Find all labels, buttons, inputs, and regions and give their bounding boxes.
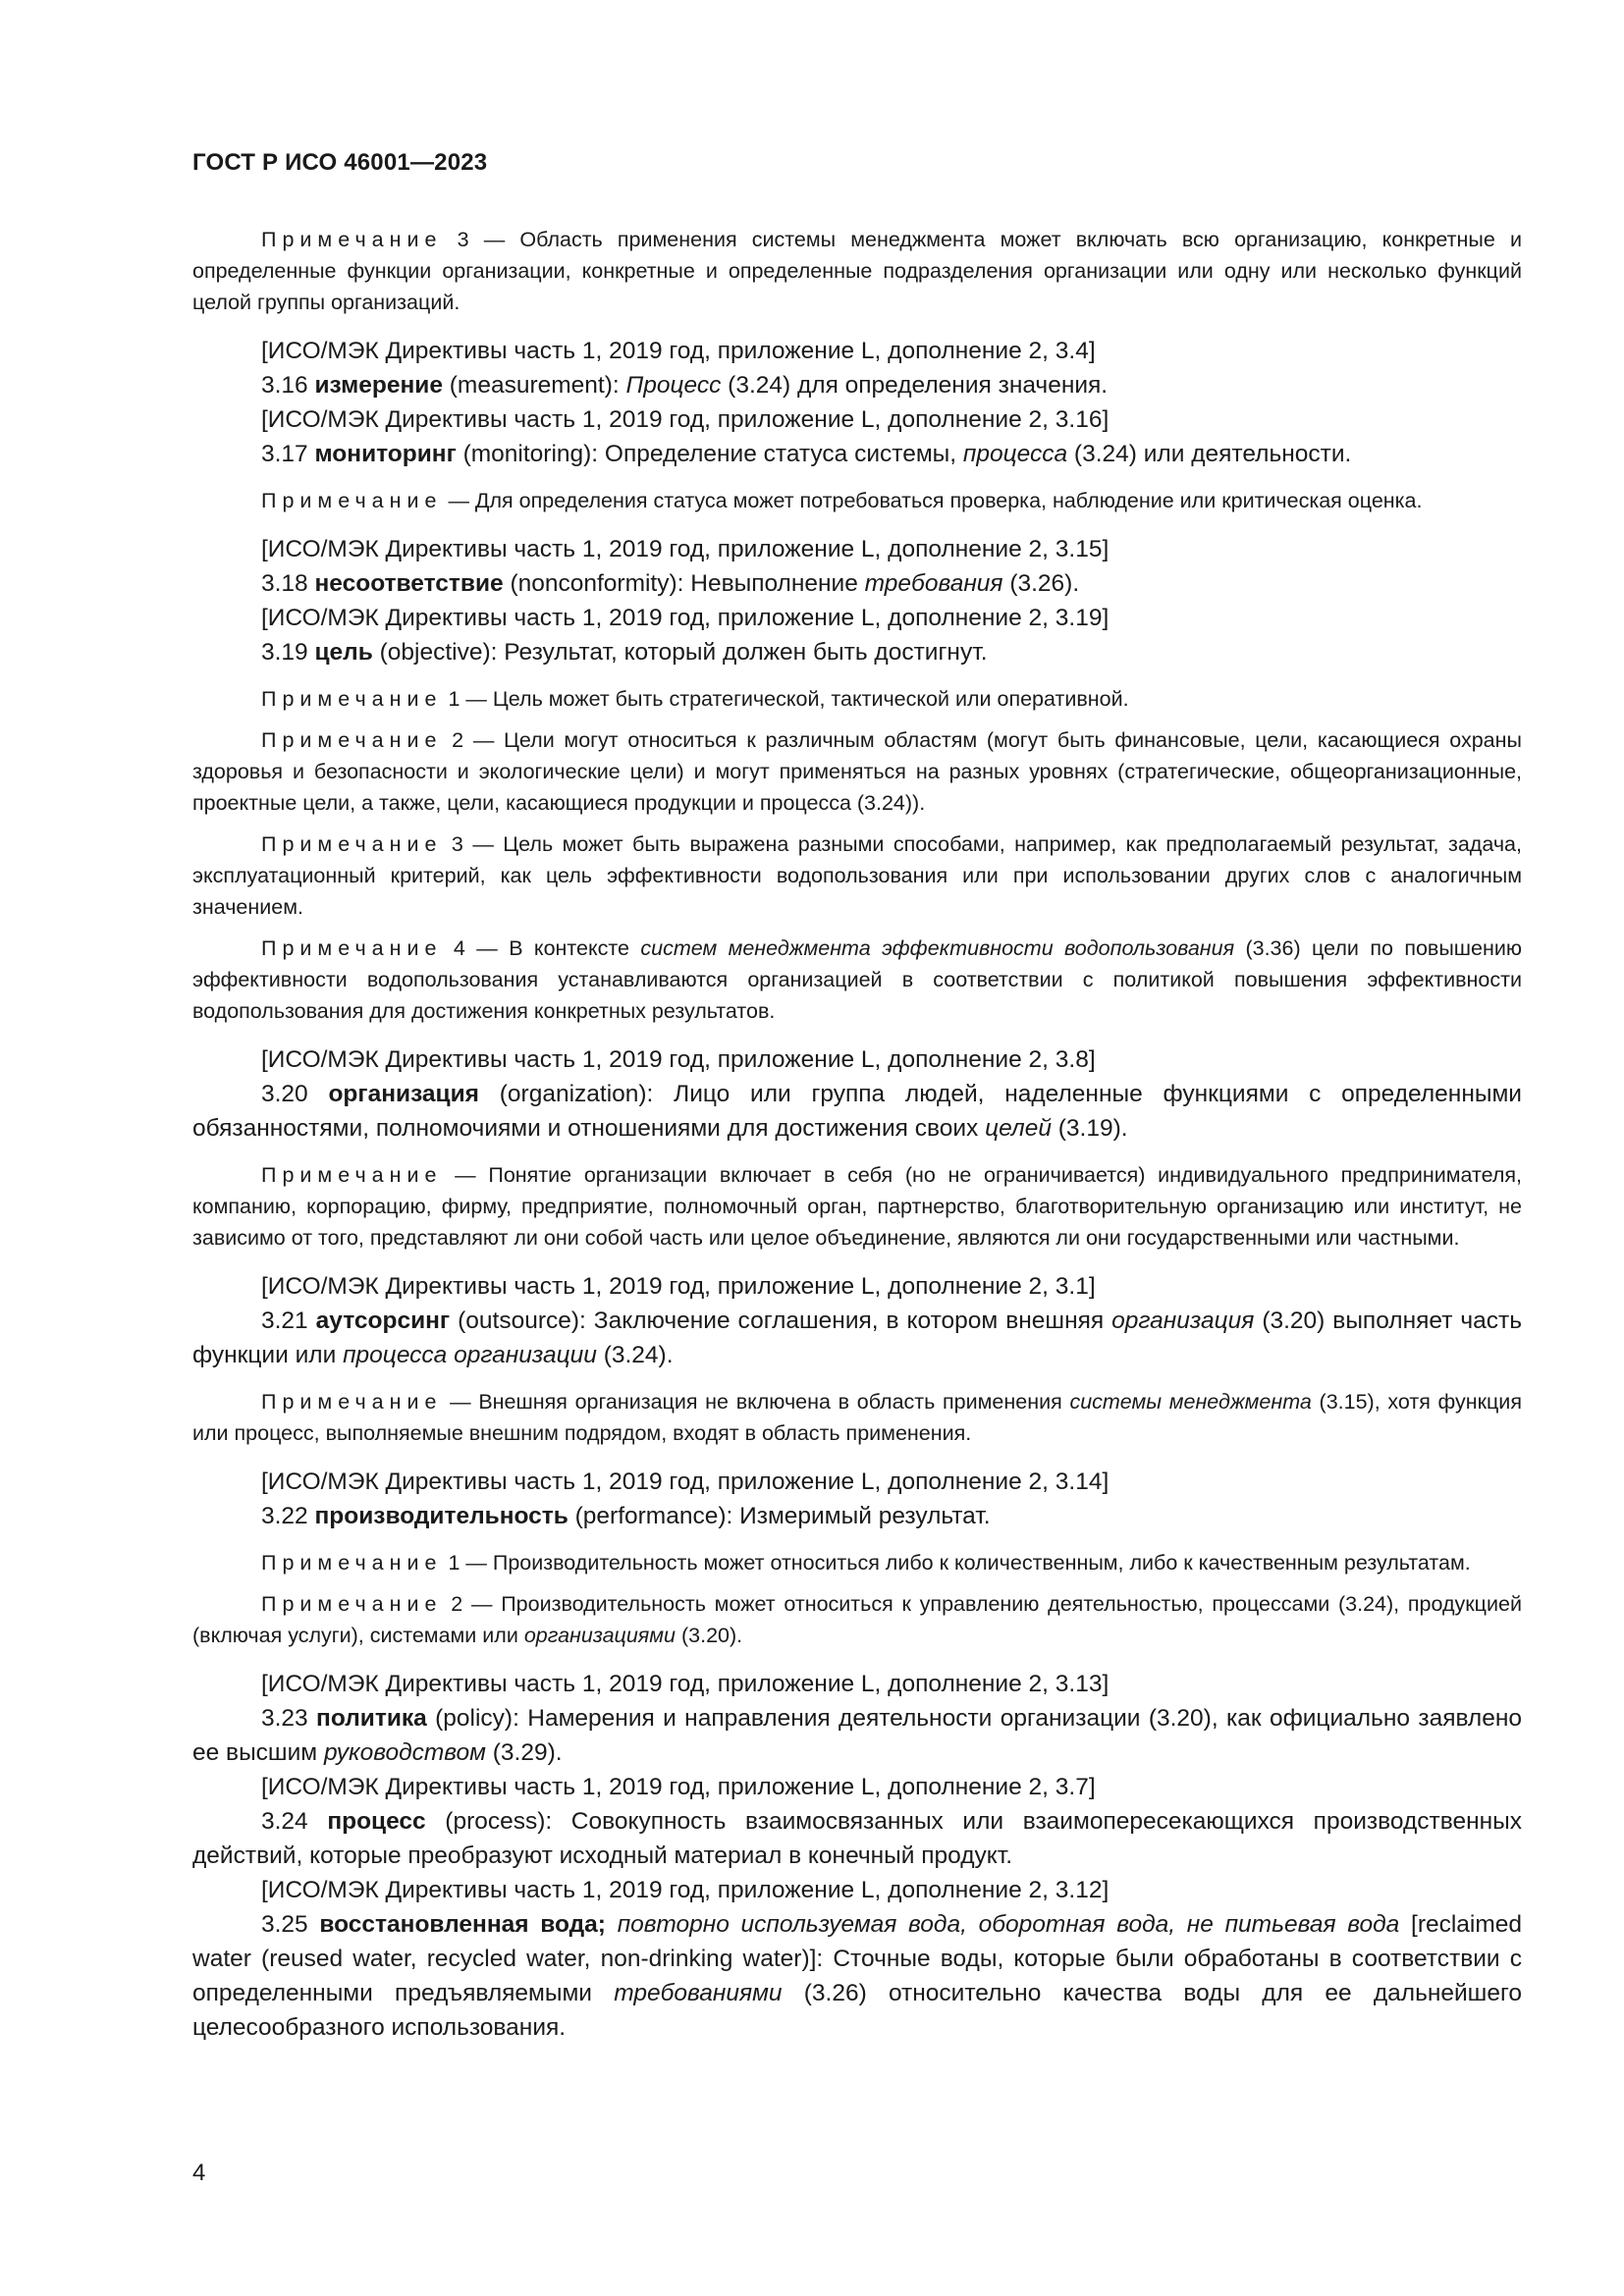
source-reference: [ИСО/МЭК Директивы часть 1, 2019 год, приложение L, дополнение 2, 3.12] bbox=[261, 1877, 1110, 1903]
note-number: 3 bbox=[451, 832, 463, 856]
text-run: (3.24). bbox=[596, 1342, 674, 1368]
text-run: (outsource): Заключение соглашения, в котором внешняя bbox=[450, 1308, 1112, 1334]
term-number: 3.25 bbox=[261, 1911, 308, 1938]
term-definition bbox=[192, 368, 1522, 402]
note-label: Примечание bbox=[261, 228, 443, 251]
source-reference: [ИСО/МЭК Директивы часть 1, 2019 год, приложение L, дополнение 2, 3.4] bbox=[261, 338, 1096, 364]
term-name: мониторинг bbox=[314, 441, 457, 467]
text-run: (3.19). bbox=[1051, 1115, 1128, 1142]
text-run: (monitoring): Определение статуса системы, bbox=[456, 441, 963, 467]
note-label: Примечание bbox=[261, 1390, 443, 1414]
note-paragraph: Примечание 4 — В контексте систем менеджмента эффективности водопользования (3.36) цели по повышению эффективности водопользования устанавливаются организацией в соответствии с политикой повышения эффективности водопользования для достижения конкретных результатов. bbox=[192, 936, 1523, 1023]
text-run: Производительность может относиться к управлению деятельностью, процессами (3.24), продукцией (включая услуги), системами или bbox=[192, 1592, 1522, 1647]
text-run: (organization): Лицо или группа людей, наделенные функциями с определенными обязанностями, полномочиями и отношениями для достижения своих bbox=[192, 1081, 1522, 1142]
term-number: 3.24 bbox=[261, 1808, 308, 1835]
italic-term-reference: повторно используемая вода, оборотная вода, не питьевая вода bbox=[617, 1911, 1400, 1938]
text-run: Цель может быть стратегической, тактической или оперативной. bbox=[492, 687, 1129, 711]
term-definition bbox=[192, 1304, 1522, 1372]
text-run: Понятие организации включает в себя (но не ограничивается) индивидуального предпринимателя, компанию, корпорацию, фирму, предприятие, полномочный орган, партнерство, благотворительную организацию или институт, не зависимо от того, представляют ли они собой часть или целое объединение, являются ли они государственными или частными. bbox=[192, 1163, 1523, 1250]
text-run: Область применения системы менеджмента может включать всю организацию, конкретные и определенные функции организации, конкретные и определенные подразделения организации или одну или несколько функций целой группы организаций. bbox=[192, 228, 1522, 314]
italic-term-reference: организациями bbox=[523, 1624, 676, 1647]
term-name: аутсорсинг bbox=[315, 1308, 451, 1334]
italic-term-reference: системы менеджмента bbox=[1069, 1390, 1312, 1414]
italic-term-reference: систем менеджмента эффективности водопользования bbox=[640, 936, 1235, 960]
note-number: 1 bbox=[448, 687, 460, 711]
note-label: Примечание bbox=[261, 489, 443, 512]
note-label: Примечание bbox=[261, 1551, 443, 1575]
document-body bbox=[192, 224, 1522, 2045]
note-label: Примечание bbox=[261, 1592, 443, 1616]
term-number: 3.18 bbox=[261, 570, 308, 597]
text-run: (3.24) или деятельности. bbox=[1067, 441, 1352, 467]
term-definition bbox=[192, 437, 1522, 471]
term-number: 3.16 bbox=[261, 372, 308, 399]
italic-term-reference: требования bbox=[864, 570, 1003, 597]
source-reference: [ИСО/МЭК Директивы часть 1, 2019 год, приложение L, дополнение 2, 3.7] bbox=[261, 1774, 1096, 1800]
italic-term-reference: процесса bbox=[962, 441, 1068, 467]
text-run: Внешняя организация не включена в область применения bbox=[478, 1390, 1070, 1414]
text-run bbox=[606, 1911, 618, 1938]
source-reference: [ИСО/МЭК Директивы часть 1, 2019 год, приложение L, дополнение 2, 3.15] bbox=[261, 536, 1110, 562]
note-paragraph: Примечание 2 — Цели могут относиться к различным областям (могут быть финансовые, цели, касающиеся охраны здоровья и безопасности и экологические цели) и могут применяться на разных уровнях (стратегические, общеорганизационные, проектные цели, а также, цели, касающиеся продукции и процесса (3.24)). bbox=[192, 728, 1522, 815]
note-paragraph: Примечание 2 — Производительность может относиться к управлению деятельностью, процессами (3.24), продукцией (включая услуги), системами или организациями (3.20). bbox=[192, 1592, 1522, 1647]
text-run: (performance): Измеримый результат. bbox=[568, 1503, 991, 1529]
text-run: (3.26). bbox=[1002, 570, 1080, 597]
term-number: 3.21 bbox=[261, 1308, 308, 1334]
note-label: Примечание bbox=[261, 936, 443, 960]
note-paragraph: Примечание — Внешняя организация не включена в область применения системы менеджмента (3.15), хотя функция или процесс, выполняемые внешним подрядом, входят в область применения. bbox=[192, 1390, 1522, 1445]
note-label: Примечание bbox=[261, 832, 443, 856]
term-definition bbox=[192, 1701, 1522, 1770]
note-paragraph: Примечание — Понятие организации включает в себя (но не ограничивается) индивидуального предпринимателя, компанию, корпорацию, фирму, предприятие, полномочный орган, партнерство, благотворительную организацию или институт, не зависимо от того, представляют ли они собой часть или целое объединение, являются ли они государственными или частными. bbox=[192, 1163, 1523, 1250]
italic-term-reference: организация bbox=[1111, 1308, 1255, 1334]
term-number: 3.17 bbox=[261, 441, 308, 467]
term-definition bbox=[192, 1077, 1522, 1146]
term-number: 3.20 bbox=[261, 1081, 308, 1107]
text-run: (3.24) для определения значения. bbox=[721, 372, 1109, 399]
source-reference: [ИСО/МЭК Директивы часть 1, 2019 год, приложение L, дополнение 2, 3.16] bbox=[261, 406, 1110, 433]
term-definition bbox=[192, 566, 1522, 601]
note-paragraph: Примечание — Для определения статуса может потребоваться проверка, наблюдение или критическая оценка. bbox=[261, 489, 1423, 512]
note-label: Примечание bbox=[261, 728, 443, 752]
term-name: политика bbox=[316, 1705, 427, 1732]
note-number: 2 bbox=[452, 728, 464, 752]
term-name: процесс bbox=[327, 1808, 426, 1835]
note-paragraph: Примечание 3 — Цель может быть выражена разными способами, например, как предполагаемый результат, задача, эксплуатационный критерий, как цель эффективности водопользования или при использовании других слов с аналогичным значением. bbox=[192, 832, 1522, 919]
term-number: 3.19 bbox=[261, 639, 308, 666]
text-run: Производительность может относиться либо к количественным, либо к качественным результатам. bbox=[492, 1551, 1471, 1575]
term-definition bbox=[192, 1804, 1522, 1873]
source-reference: [ИСО/МЭК Директивы часть 1, 2019 год, приложение L, дополнение 2, 3.8] bbox=[261, 1046, 1096, 1073]
text-run: В контексте bbox=[509, 936, 641, 960]
term-name: измерение bbox=[314, 372, 443, 399]
source-reference: [ИСО/МЭК Директивы часть 1, 2019 год, приложение L, дополнение 2, 3.1] bbox=[261, 1273, 1096, 1300]
italic-term-reference: Процесс bbox=[625, 372, 722, 399]
term-definition bbox=[192, 1907, 1522, 2045]
source-reference: [ИСО/МЭК Директивы часть 1, 2019 год, приложение L, дополнение 2, 3.19] bbox=[261, 605, 1110, 631]
italic-term-reference: процесса организации bbox=[343, 1342, 597, 1368]
note-paragraph: Примечание 3 — Область применения системы менеджмента может включать всю организацию, конкретные и определенные функции организации, конкретные и определенные подразделения организации или одну или несколько функций целой группы организаций. bbox=[192, 228, 1522, 314]
source-reference: [ИСО/МЭК Директивы часть 1, 2019 год, приложение L, дополнение 2, 3.14] bbox=[261, 1468, 1110, 1495]
term-name: несоответствие bbox=[314, 570, 504, 597]
text-run: [reclaimed water (reused water, recycled water, non-drinking water)]: Сточные воды, которые были обработаны в соответствии с определенными предъявляемыми bbox=[192, 1911, 1523, 2006]
text-run: (policy): Намерения и направления деятельности организации (3.20), как официально заявлено ее высшим bbox=[192, 1705, 1522, 1766]
italic-term-reference: требованиями bbox=[614, 1980, 783, 2006]
note-number: 2 bbox=[451, 1592, 463, 1616]
note-paragraph: Примечание 1 — Производительность может относиться либо к количественным, либо к качественным результатам. bbox=[261, 1551, 1471, 1575]
standard-header: ГОСТ Р ИСО 46001—2023 bbox=[192, 149, 488, 176]
text-run: (process): Совокупность взаимосвязанных или взаимопересекающихся производственных действий, которые преобразуют исходный материал в конечный продукт. bbox=[192, 1808, 1522, 1869]
term-name: организация bbox=[328, 1081, 479, 1107]
text-run: (3.20). bbox=[676, 1624, 743, 1647]
term-number: 3.22 bbox=[261, 1503, 308, 1529]
term-number: 3.23 bbox=[261, 1705, 308, 1732]
note-label: Примечание bbox=[261, 1163, 443, 1187]
term-definition bbox=[192, 635, 1522, 669]
text-run: Цель может быть выражена разными способами, например, как предполагаемый результат, задача, эксплуатационный критерий, как цель эффективности водопользования или при использовании других слов с аналогичным значением. bbox=[192, 832, 1522, 919]
text-run: Цели могут относиться к различным областям (могут быть финансовые, цели, касающиеся охраны здоровья и безопасности и экологические цели) и могут применяться на разных уровнях (стратегические, общеорганизационные, проектные цели, а также, цели, касающиеся продукции и процесса (3.24)). bbox=[192, 728, 1522, 815]
text-run: (3.29). bbox=[485, 1739, 563, 1766]
page-number: 4 bbox=[192, 2160, 206, 2186]
text-run: (nonconformity): Невыполнение bbox=[503, 570, 865, 597]
italic-term-reference: целей bbox=[985, 1115, 1052, 1142]
note-number: 1 bbox=[448, 1551, 460, 1575]
text-run: (objective): Результат, который должен быть достигнут. bbox=[372, 639, 988, 666]
text-run: (measurement): bbox=[442, 372, 626, 399]
text-run: Для определения статуса может потребоваться проверка, наблюдение или критическая оценка. bbox=[474, 489, 1423, 512]
term-name: восстановленная вода; bbox=[319, 1911, 606, 1938]
text-run: (3.20) выполняет часть функции или bbox=[192, 1308, 1523, 1368]
note-number: 4 bbox=[453, 936, 465, 960]
text-run: (3.15), хотя функция или процесс, выполняемые внешним подрядом, входят в область применения. bbox=[192, 1390, 1522, 1445]
term-definition bbox=[192, 1499, 1522, 1533]
text-run: (3.36) цели по повышению эффективности водопользования устанавливаются организацией в соответствии с политикой повышения эффективности водопользования для достижения конкретных результатов. bbox=[192, 936, 1523, 1023]
note-label: Примечание bbox=[261, 687, 443, 711]
note-paragraph: Примечание 1 — Цель может быть стратегической, тактической или оперативной. bbox=[261, 687, 1129, 711]
term-name: производительность bbox=[314, 1503, 568, 1529]
term-name: цель bbox=[314, 639, 373, 666]
source-reference: [ИСО/МЭК Директивы часть 1, 2019 год, приложение L, дополнение 2, 3.13] bbox=[261, 1671, 1110, 1697]
text-run: (3.26) относительно качества воды для ее дальнейшего целесообразного использования. bbox=[192, 1980, 1522, 2041]
note-number: 3 bbox=[457, 228, 469, 251]
italic-term-reference: руководством bbox=[323, 1739, 486, 1766]
